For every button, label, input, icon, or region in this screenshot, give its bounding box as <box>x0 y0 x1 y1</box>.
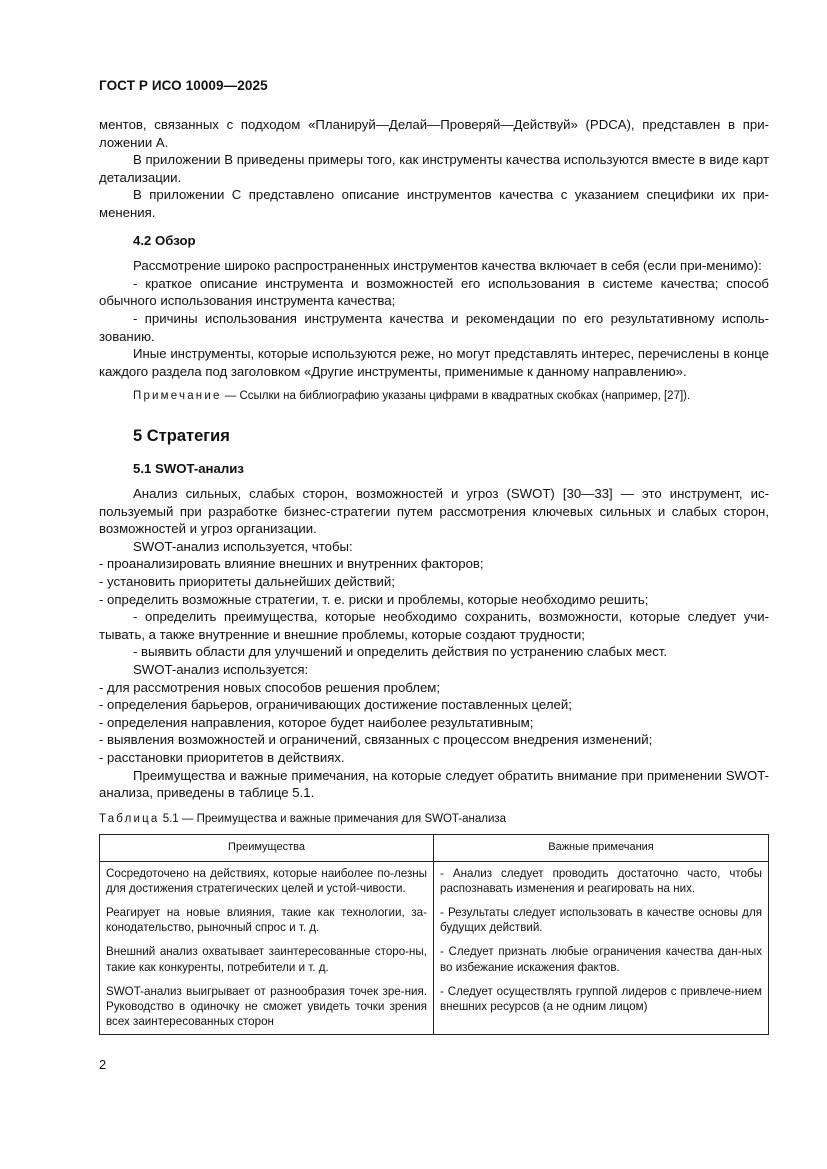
subsection-heading-4-2: 4.2 Обзор <box>133 232 196 248</box>
table-row <box>100 901 769 940</box>
paragraph: SWOT-анализ используется: <box>133 662 309 678</box>
table-cell: - Анализ следует проводить достаточно часто, чтобы распознавать изменения и реагировать на них. <box>434 861 769 901</box>
table-cell: - Результаты следует использовать в качестве основы для будущих действий. <box>434 901 769 940</box>
list-item: - выявления возможностей и ограничений, связанных с процессом внедрения изменений; <box>99 732 653 748</box>
list-item: - определить возможные стратегии, т. е. риски и проблемы, которые необходимо решить; <box>99 591 649 607</box>
list-item: - установить приоритеты дальнейших действий; <box>99 574 395 590</box>
list-item: - краткое описание инструмента и возможностей его использования в системе качества; способ обычного использования инструмента качества; <box>99 275 769 309</box>
list-item: - для рассмотрения новых способов решения проблем; <box>99 679 441 695</box>
table-cell: - Следует признать любые ограничения качества дан-ных во избежание искажения фактов. <box>434 940 769 979</box>
paragraph: ментов, связанных с подходом «Планируй—Делай—Проверяй—Действуй» (PDCA), представлен в при-ложении А. <box>99 117 769 150</box>
running-header: ГОСТ Р ИСО 10009—2025 <box>99 78 268 93</box>
table-cell: SWOT-анализ выигрывает от разнообразия точек зре-ния. Руководство в одиночку не сможет увидеть точки зрения всех заинтересованных сторон <box>100 980 434 1035</box>
table-caption-text: 5.1 — Преимущества и важные примечания для SWOT-анализа <box>159 812 507 825</box>
table-row <box>100 940 769 979</box>
paragraph: SWOT-анализ используется, чтобы: <box>133 538 353 554</box>
paragraph: В приложении В приведены примеры того, как инструменты качества используются вместе в виде карт детализации. <box>99 152 769 185</box>
table-header-row <box>100 835 769 861</box>
list-item: - определения направления, которое будет наиболее результативным; <box>99 714 534 730</box>
subsection-heading-5-1: 5.1 SWOT-анализ <box>133 460 244 476</box>
page-number: 2 <box>99 1057 107 1072</box>
paragraph: Иные инструменты, которые используются реже, но могут представлять интерес, перечислены в конце каждого раздела под заголовком «Другие инструменты, применимые к данному направлению». <box>99 346 769 379</box>
table-cell: Реагирует на новые влияния, такие как технологии, за-конодательство, рыночный спрос и т. д. <box>100 901 434 940</box>
table-row <box>100 980 769 1035</box>
document-body <box>99 116 769 1035</box>
column-header-notes: Важные примечания <box>434 835 769 861</box>
table-row <box>100 861 769 901</box>
table-caption-label: Таблица <box>99 812 160 825</box>
column-header-advantages: Преимущества <box>100 835 434 861</box>
paragraph: Анализ сильных, слабых сторон, возможностей и угроз (SWOT) [30—33] — это инструмент, ис-пользуемый при разработке бизнес-стратегии путем рассмотрения ключевых сильных и слабых сторон, возможностей и угроз организации. <box>99 486 769 537</box>
table-cell: Внешний анализ охватывает заинтересованные сторо-ны, такие как конкуренты, потребители и т. д. <box>100 940 434 979</box>
note <box>133 388 769 406</box>
paragraph: В приложении С представлено описание инструментов качества с указанием специфики их при-менения. <box>99 187 769 220</box>
list-item: - определить преимущества, которые необходимо сохранить, возможности, которые следует учи-тывать, а также внутренние и внешние проблемы, которые создают трудности; <box>99 609 769 642</box>
paragraph: Преимущества и важные примечания, на которые следует обратить внимание при применении SWOT-анализа, приведены в таблице 5.1. <box>99 767 769 801</box>
list-item: - определения барьеров, ограничивающих достижение поставленных целей; <box>99 697 572 713</box>
note-label: Примечание <box>133 390 222 403</box>
table-caption <box>99 811 769 829</box>
list-item: - расстановки приоритетов в действиях. <box>99 750 345 765</box>
section-heading-5: 5 Стратегия <box>133 426 230 445</box>
swot-table <box>99 834 769 1035</box>
list-item: - причины использования инструмента качества и рекомендации по его результативному исполь-зованию. <box>99 310 769 344</box>
table-cell: - Следует осуществлять группой лидеров с привлече-нием внешних ресурсов (а не одним лицом) <box>434 980 769 1035</box>
paragraph: Рассмотрение широко распространенных инструментов качества включает в себя (если при-менимо): <box>133 258 762 274</box>
table-cell: Сосредоточено на действиях, которые наиболее по-лезны для достижения стратегических целей и устой-чивости. <box>100 861 434 901</box>
list-item: - проанализировать влияние внешних и внутренних факторов; <box>99 556 484 572</box>
list-item: - выявить области для улучшений и определить действия по устранению слабых мест. <box>133 644 668 660</box>
note-text: — Ссылки на библиографию указаны цифрами в квадратных скобках (например, [27]). <box>221 390 691 403</box>
